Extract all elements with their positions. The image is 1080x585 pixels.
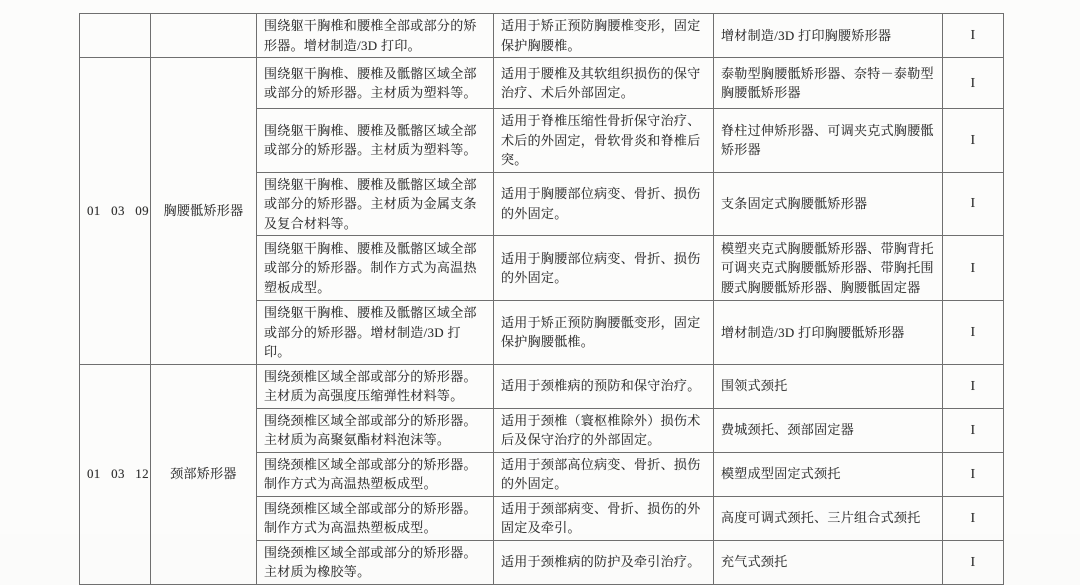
table-row xyxy=(80,58,1004,109)
example-cell: 模塑成型固定式颈托 xyxy=(714,452,943,496)
code-cell xyxy=(80,14,151,58)
table-row xyxy=(80,364,1004,408)
intended-use-cell: 适用于颈部高位病变、骨折、损伤的外固定。 xyxy=(494,452,714,496)
code-cell: 01 03 12 xyxy=(80,364,151,584)
class-cell: I xyxy=(943,58,1004,109)
description-cell: 围绕颈椎区域全部或部分的矫形器。主材质为高强度压缩弹性材料等。 xyxy=(257,364,494,408)
table-row xyxy=(80,14,1004,58)
code-cell: 01 03 09 xyxy=(80,58,151,365)
description-cell: 围绕颈椎区域全部或部分的矫形器。制作方式为高温热塑板成型。 xyxy=(257,496,494,540)
example-cell: 模塑夹克式胸腰骶矫形器、带胸背托可调夹克式胸腰骶矫形器、带胸托围腰式胸腰骶矫形器、胸腰骶固定器 xyxy=(714,236,943,301)
description-cell: 围绕躯干胸椎、腰椎及骶髂区域全部或部分的矫形器。主材质为金属支条及复合材料等。 xyxy=(257,172,494,236)
intended-use-cell: 适用于胸腰部位病变、骨折、损伤的外固定。 xyxy=(494,236,714,301)
category-cell: 胸腰骶矫形器 xyxy=(151,58,257,365)
intended-use-cell: 适用于胸腰部位病变、骨折、损伤的外固定。 xyxy=(494,172,714,236)
description-cell: 围绕躯干胸椎、腰椎及骶髂区域全部或部分的矫形器。制作方式为高温热塑板成型。 xyxy=(257,236,494,301)
class-cell: I xyxy=(943,540,1004,584)
example-cell: 费城颈托、颈部固定器 xyxy=(714,408,943,452)
category-cell: 颈部矫形器 xyxy=(151,364,257,584)
example-cell: 支条固定式胸腰骶矫形器 xyxy=(714,172,943,236)
description-cell: 围绕颈椎区域全部或部分的矫形器。主材质为高聚氨酯材料泡沫等。 xyxy=(257,408,494,452)
description-cell: 围绕躯干胸椎和腰椎全部或部分的矫形器。增材制造/3D 打印。 xyxy=(257,14,494,58)
intended-use-cell: 适用于脊椎压缩性骨折保守治疗、术后的外固定，骨软骨炎和脊椎后突。 xyxy=(494,109,714,173)
example-cell: 增材制造/3D 打印胸腰骶矫形器 xyxy=(714,301,943,365)
class-cell: I xyxy=(943,364,1004,408)
description-cell: 围绕躯干胸椎、腰椎及骶髂区域全部或部分的矫形器。主材质为塑料等。 xyxy=(257,58,494,109)
intended-use-cell: 适用于矫正预防胸腰骶变形，固定保护胸腰骶椎。 xyxy=(494,301,714,365)
example-cell: 泰勒型胸腰骶矫形器、奈特－泰勒型胸腰骶矫形器 xyxy=(714,58,943,109)
example-cell: 高度可调式颈托、三片组合式颈托 xyxy=(714,496,943,540)
description-cell: 围绕躯干胸椎、腰椎及骶髂区域全部或部分的矫形器。增材制造/3D 打印。 xyxy=(257,301,494,365)
category-cell xyxy=(151,14,257,58)
class-cell: I xyxy=(943,496,1004,540)
class-cell: I xyxy=(943,452,1004,496)
intended-use-cell: 适用于颈部病变、骨折、损伤的外固定及牵引。 xyxy=(494,496,714,540)
class-cell: I xyxy=(943,172,1004,236)
class-cell: I xyxy=(943,236,1004,301)
description-cell: 围绕颈椎区域全部或部分的矫形器。制作方式为高温热塑板成型。 xyxy=(257,452,494,496)
intended-use-cell: 适用于腰椎及其软组织损伤的保守治疗、术后外部固定。 xyxy=(494,58,714,109)
example-cell: 增材制造/3D 打印胸腰矫形器 xyxy=(714,14,943,58)
class-cell: I xyxy=(943,408,1004,452)
description-cell: 围绕躯干胸椎、腰椎及骶髂区域全部或部分的矫形器。主材质为塑料等。 xyxy=(257,109,494,173)
intended-use-cell: 适用于颈椎（寰枢椎除外）损伤术后及保守治疗的外部固定。 xyxy=(494,408,714,452)
class-cell: I xyxy=(943,301,1004,365)
example-cell: 围领式颈托 xyxy=(714,364,943,408)
intended-use-cell: 适用于颈椎病的预防和保守治疗。 xyxy=(494,364,714,408)
description-cell: 围绕颈椎区域全部或部分的矫形器。主材质为橡胶等。 xyxy=(257,540,494,584)
intended-use-cell: 适用于颈椎病的防护及牵引治疗。 xyxy=(494,540,714,584)
class-cell: I xyxy=(943,14,1004,58)
intended-use-cell: 适用于矫正预防胸腰椎变形，固定保护胸腰椎。 xyxy=(494,14,714,58)
class-cell: I xyxy=(943,109,1004,173)
example-cell: 脊柱过伸矫形器、可调夹克式胸腰骶矫形器 xyxy=(714,109,943,173)
example-cell: 充气式颈托 xyxy=(714,540,943,584)
classification-table xyxy=(79,13,1004,585)
